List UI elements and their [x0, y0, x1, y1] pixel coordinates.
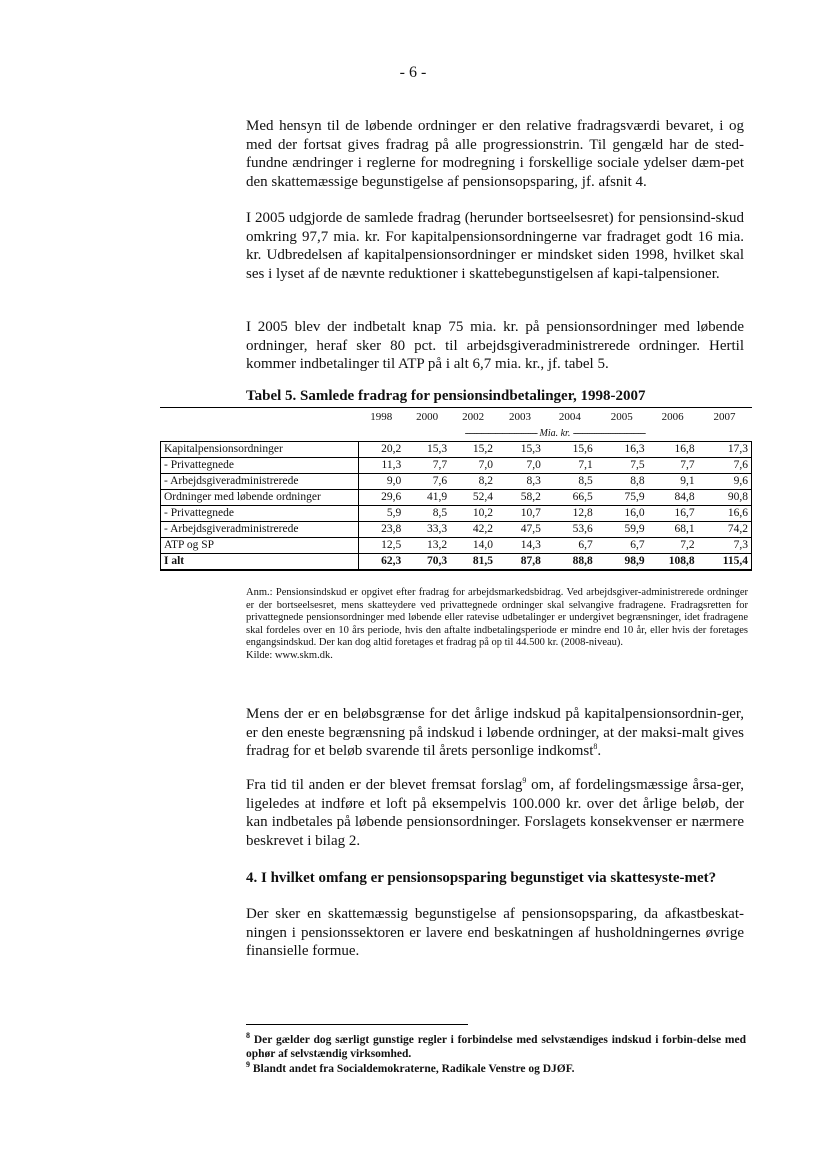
row-label: - Arbejdsgiveradministrerede	[161, 474, 359, 490]
table-cell: 7,2	[648, 538, 698, 554]
table-cell: 12,8	[544, 506, 596, 522]
table-cell: 29,6	[358, 490, 404, 506]
table-cell: 7,3	[698, 538, 752, 554]
table-cell: 75,9	[596, 490, 648, 506]
year-header: 2005	[610, 411, 633, 423]
data-table-wrapper	[160, 407, 752, 571]
table-cell: 6,7	[596, 538, 648, 554]
table-cell: 15,3	[404, 442, 450, 458]
row-label: - Privattegnede	[161, 458, 359, 474]
table-cell: 8,5	[404, 506, 450, 522]
table-cell: 8,2	[450, 474, 496, 490]
footnote-8-number: 8	[246, 1031, 250, 1041]
row-label: - Arbejdsgiveradministrerede	[161, 522, 359, 538]
row-label: I alt	[161, 554, 359, 571]
header-label-cell	[161, 408, 359, 426]
footnote-9-text: Blandt andet fra Socialdemokraterne, Radikale Venstre og DJØF.	[250, 1063, 575, 1075]
table-cell: 15,2	[450, 442, 496, 458]
table-cell: 68,1	[648, 522, 698, 538]
footnote-ref-8[interactable]: 8	[593, 742, 598, 751]
table-cell: 5,9	[358, 506, 404, 522]
table-cell: 16,6	[698, 506, 752, 522]
table-cell: 6,7	[544, 538, 596, 554]
page-number: - 6 -	[399, 64, 427, 81]
row-label: Ordninger med løbende ordninger	[161, 490, 359, 506]
paragraph-5	[246, 776, 744, 850]
table-row	[161, 506, 752, 522]
table-note	[246, 587, 748, 663]
table-cell: 16,8	[648, 442, 698, 458]
year-header: 2003	[508, 411, 531, 423]
table-cell: 23,8	[358, 522, 404, 538]
table-cell: 52,4	[450, 490, 496, 506]
footnote-8-text: Der gælder dog særligt gunstige regler i forbindelse med selvstændiges indskud i forbin-delse med ophør af selvstændig virksomhed.	[246, 1034, 746, 1060]
paragraph-5-text: Fra tid til anden er der blevet fremsat forslag	[246, 777, 523, 793]
table-title: Tabel 5. Samlede fradrag for pensionsindbetalinger, 1998-2007	[246, 388, 646, 404]
table-row	[161, 442, 752, 458]
paragraph-4-tail: .	[597, 743, 602, 759]
paragraph-2: I 2005 udgjorde de samlede fradrag (herunder bortseelsesret) for pensionsind-skud omkring 97,7 mia. kr. For kapitalpensionsordningerne var fradraget godt 16 mia. kr. Udbredelsen af kapitalpensionsordninger er mindsket siden 1998, hvilket skal ses i lyset af de nævnte reduktioner i skattebegunstigelsen af kapi-talpensioner.	[246, 210, 744, 282]
table-cell: 9,1	[648, 474, 698, 490]
table-cell: 47,5	[496, 522, 544, 538]
table-cell: 84,8	[648, 490, 698, 506]
table-cell: 7,6	[404, 474, 450, 490]
year-header: 2000	[416, 411, 439, 423]
table-cell: 7,7	[648, 458, 698, 474]
table-cell: 20,2	[358, 442, 404, 458]
year-header: 2002	[462, 411, 485, 423]
table-header-row	[161, 408, 752, 426]
table-cell: 14,3	[496, 538, 544, 554]
table-row	[161, 458, 752, 474]
footnote-divider	[246, 1024, 468, 1025]
table-cell: 14,0	[450, 538, 496, 554]
year-header: 2004	[558, 411, 581, 423]
table-cell: 9,0	[358, 474, 404, 490]
table-cell: 81,5	[450, 554, 496, 571]
paragraph-3: I 2005 blev der indbetalt knap 75 mia. kr. på pensionsordninger med løbende ordninger, heraf sker 80 pct. til arbejdsgiveradministrerede ordninger. Hertil kommer indbetalinger til ATP på i alt 6,7 mia. kr., jf. tabel 5.	[246, 319, 744, 372]
table-cell: 7,1	[544, 458, 596, 474]
table-cell: 11,3	[358, 458, 404, 474]
paragraph-4-text: Mens der er en beløbsgrænse for det årlige indskud på kapitalpensionsordnin-ger, er den eneste begrænsning på indskud i løbende ordninger, at der maksi-malt gives fradrag for et beløb svarende til årets personlige indkomst	[246, 706, 744, 759]
row-label: ATP og SP	[161, 538, 359, 554]
unit-row: ------------------------------- Mia. kr. -------------------------------	[464, 428, 646, 439]
table-cell: 9,6	[698, 474, 752, 490]
table-cell: 87,8	[496, 554, 544, 571]
paragraph-5-tail: om, af fordelingsmæssige årsa-ger, ligeledes at indføre et loft på eksempelvis 100.000 kr. over det årlige beløb, der kan indbetales på løbende pensionsordninger. Forslagets konsekvenser er nærmere beskrevet i bilag 2.	[246, 777, 744, 849]
table-cell: 59,9	[596, 522, 648, 538]
table-cell: 42,2	[450, 522, 496, 538]
row-label: Kapitalpensionsordninger	[161, 442, 359, 458]
table-cell: 8,8	[596, 474, 648, 490]
table-cell: 8,3	[496, 474, 544, 490]
data-table	[160, 408, 752, 571]
table-row	[161, 538, 752, 554]
year-header: 2006	[661, 411, 684, 423]
table-cell: 90,8	[698, 490, 752, 506]
paragraph-1: Med hensyn til de løbende ordninger er den relative fradragsværdi bevaret, i og med der fortsat gives fradrag på alle progressionstrin. Til gengæld har de sted-fundne ændringer i reglerne for modregning i forskellige sociale ydelser dæm-pet den skattemæssige begunstigelse af pensionsopsparing, jf. afsnit 4.	[246, 118, 744, 190]
table-cell: 62,3	[358, 554, 404, 571]
table-cell: 16,7	[648, 506, 698, 522]
table-cell: 115,4	[698, 554, 752, 571]
table-cell: 7,0	[450, 458, 496, 474]
table-cell: 7,5	[596, 458, 648, 474]
footnote-8	[246, 1033, 746, 1061]
table-cell: 10,2	[450, 506, 496, 522]
table-cell: 15,3	[496, 442, 544, 458]
table-note-text: Anm.: Pensionsindskud er opgivet efter fradrag for arbejdsmarkedsbidrag. Ved arbejdsgiver-administrerede ordninger er der bortseelsesret, mens skatteydere ved privattegnede ordninger skal selvangive fradragene. Fradragsretten for privattegnede pensionsordninger med løbende eller ratevise udbetalinger er undergivet begrænsninger, idet fradragene skal fordeles over en 10 års periode, hvis den aftalte indbetalingsperiode er mindre end 10 år, eller hvis der foretages engangsindskud. Der kan dog altid foretages et fradrag på op til 44.500 kr. (2008-niveau).	[246, 587, 748, 649]
table-cell: 66,5	[544, 490, 596, 506]
table-cell: 16,0	[596, 506, 648, 522]
table-cell: 108,8	[648, 554, 698, 571]
section-paragraph: Der sker en skattemæssig begunstigelse af pensionsopsparing, da afkastbeskat-ningen i pensionssektoren er lavere end beskatningen af husholdningernes øvrige finansielle formue.	[246, 906, 744, 959]
paragraph-4	[246, 705, 744, 761]
table-cell: 15,6	[544, 442, 596, 458]
table-row	[161, 554, 752, 571]
footnote-9-number: 9	[246, 1060, 250, 1070]
table-cell: 13,2	[404, 538, 450, 554]
table-cell: 12,5	[358, 538, 404, 554]
unit-label: Mia. kr.	[539, 428, 571, 439]
table-cell: 41,9	[404, 490, 450, 506]
year-header: 2007	[713, 411, 736, 423]
row-label: - Privattegnede	[161, 506, 359, 522]
table-cell: 17,3	[698, 442, 752, 458]
table-cell: 88,8	[544, 554, 596, 571]
table-cell: 70,3	[404, 554, 450, 571]
section-heading: 4. I hvilket omfang er pensionsopsparing begunstiget via skattesyste-met?	[246, 870, 717, 886]
table-cell: 74,2	[698, 522, 752, 538]
table-cell: 16,3	[596, 442, 648, 458]
table-row	[161, 474, 752, 490]
footnote-9	[246, 1062, 746, 1076]
year-header: 1998	[370, 411, 393, 423]
table-row	[161, 490, 752, 506]
table-body	[161, 442, 752, 571]
table-cell: 58,2	[496, 490, 544, 506]
table-cell: 7,0	[496, 458, 544, 474]
table-cell: 33,3	[404, 522, 450, 538]
table-row	[161, 522, 752, 538]
table-cell: 98,9	[596, 554, 648, 571]
table-cell: 10,7	[496, 506, 544, 522]
table-cell: 7,7	[404, 458, 450, 474]
table-cell: 8,5	[544, 474, 596, 490]
footnote-ref-9[interactable]: 9	[522, 776, 527, 785]
table-source: Kilde: www.skm.dk.	[246, 649, 333, 661]
table-cell: 7,6	[698, 458, 752, 474]
table-cell: 53,6	[544, 522, 596, 538]
